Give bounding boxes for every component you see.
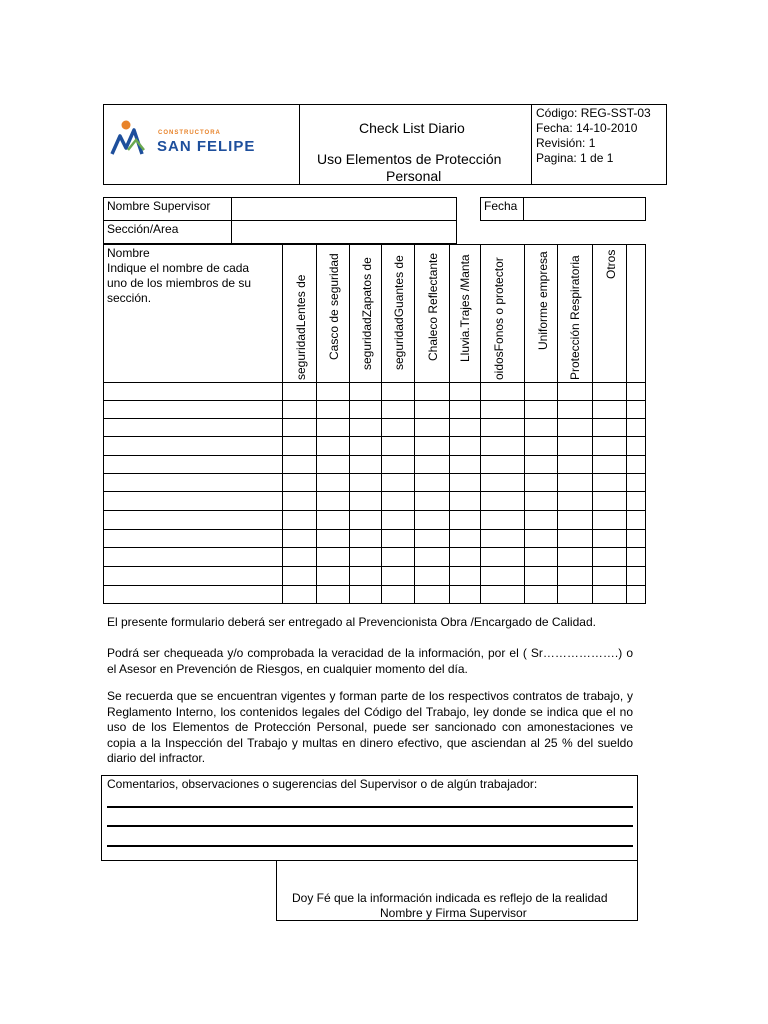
col-header-respiratoria: Protección Respiratoria: [568, 255, 582, 380]
name-header-line2: Indique el nombre de cada: [107, 261, 250, 275]
comment-line-1[interactable]: [107, 806, 633, 808]
table-row[interactable]: [104, 401, 645, 418]
fecha-input[interactable]: [524, 198, 645, 220]
table-row[interactable]: [104, 586, 645, 604]
header-divider-1: [299, 104, 300, 185]
col-header-zapatos: seguridadZapatos de: [360, 257, 374, 370]
col-header-uniforme: Uniforme empresa: [536, 251, 550, 350]
document-subtitle-line1: Uso Elementos de Protección: [317, 151, 502, 167]
col-header-casco: Casco de seguridad: [327, 253, 341, 360]
supervisor-input[interactable]: [232, 198, 456, 220]
doc-date: Fecha: 14-10-2010: [536, 121, 638, 135]
table-row[interactable]: [104, 419, 645, 436]
document-subtitle-line2: Personal: [386, 168, 442, 184]
col-header-lluvia: Lluvia.Trajes /Manta: [458, 254, 472, 362]
table-row[interactable]: [104, 548, 645, 566]
table-row[interactable]: [104, 456, 645, 473]
note-paragraph-2: Podrá ser chequeada y/o comprobada la veracidad de la información, por el ( Sr……………….) o el Asesor en Prevención de Riesgos, en cualquier momento del día.: [107, 646, 633, 676]
table-row[interactable]: [104, 492, 645, 510]
col-header-fonos: oidosFonos o protector: [492, 257, 506, 380]
supervisor-label: Nombre Supervisor: [107, 199, 211, 213]
document-title: Check List Diario: [359, 120, 465, 136]
name-header-line4: sección.: [107, 291, 152, 305]
signature-label: Nombre y Firma Supervisor: [380, 906, 527, 920]
table-row[interactable]: [104, 511, 645, 529]
note-paragraph-3: Se recuerda que se encuentran vigentes y forman parte de los respectivos contratos de trabajo, y Reglamento Interno, los contenidos legales del Código del Trabajo, ley donde se indica que el no uso de los Elementos de Protección Personal, puede ser sancionado con amonestaciones ve copia a la Inspección del Trabajo y multas en dinero efectivo, que asciendan al 25 % del sueldo diario del infractor.: [107, 689, 633, 765]
table-row[interactable]: [104, 474, 645, 491]
doc-revision: Revisión: 1: [536, 136, 596, 150]
table-row[interactable]: [104, 567, 645, 585]
name-header-line1: Nombre: [107, 246, 150, 260]
col-header-chaleco: Chaleco Reflectante: [426, 252, 440, 361]
doc-code: Código: REG-SST-03: [536, 106, 651, 120]
logo-top-text: CONSTRUCTORA: [158, 130, 221, 136]
doc-page: Pagina: 1 de 1: [536, 151, 614, 165]
section-input[interactable]: [232, 221, 456, 243]
logo-name-text: SAN FELIPE: [157, 138, 256, 155]
signature-statement: Doy Fé que la información indicada es reflejo de la realidad: [292, 891, 608, 905]
col-header-lentes: seguridadLentes de: [294, 274, 308, 380]
comment-line-3[interactable]: [107, 845, 633, 847]
note-paragraph-1: El presente formulario deberá ser entregado al Prevencionista Obra /Encargado de Calidad.: [107, 615, 596, 629]
comment-line-2[interactable]: [107, 825, 633, 827]
header-divider-2: [531, 104, 532, 185]
company-logo: [110, 118, 280, 168]
col-header-guantes: seguridadGuantes de: [392, 255, 406, 370]
section-label: Sección/Area: [107, 222, 179, 236]
table-row[interactable]: [104, 437, 645, 455]
comments-label: Comentarios, observaciones o sugerencias del Supervisor o de algún trabajador:: [107, 777, 538, 791]
col-header-otros: Otros: [604, 249, 618, 279]
table-row[interactable]: [104, 383, 645, 400]
table-row[interactable]: [104, 530, 645, 547]
name-header-line3: uno de los miembros de su: [107, 276, 252, 290]
fecha-label: Fecha: [484, 199, 518, 213]
